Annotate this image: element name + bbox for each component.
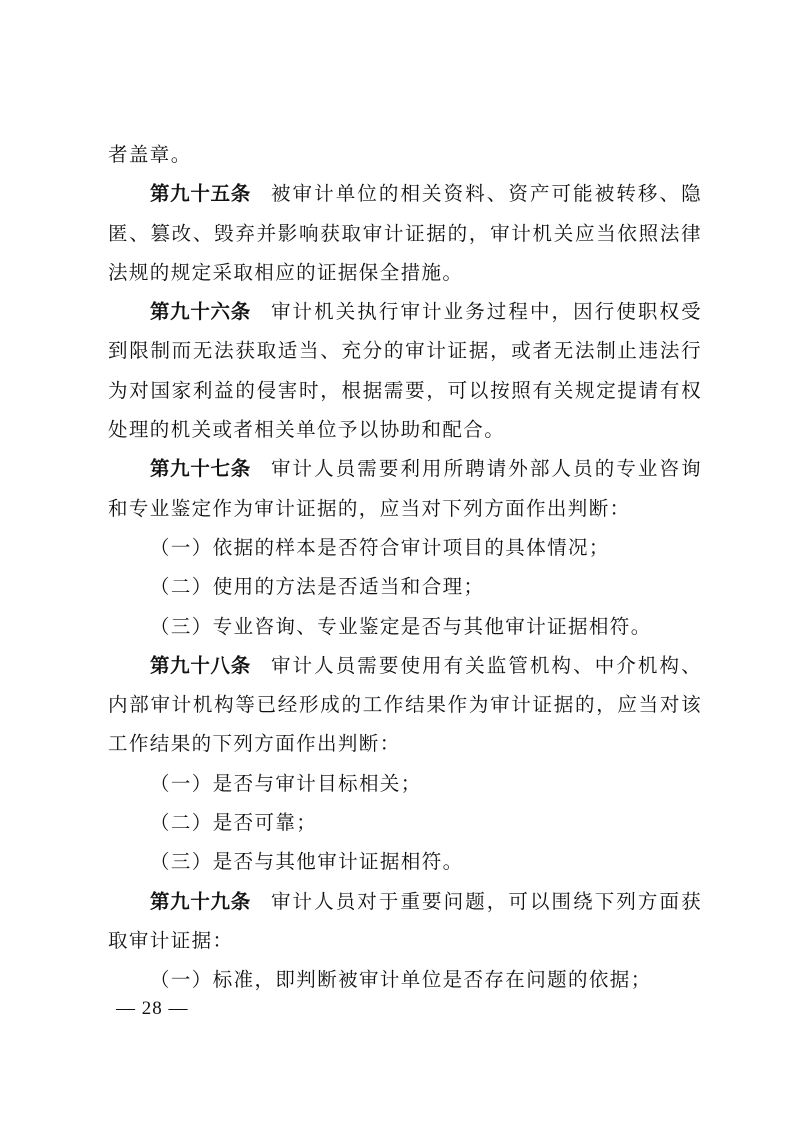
line-text: 为对国家利益的侵害时，根据需要，可以按照有关规定提请有权 bbox=[108, 378, 702, 402]
article-number: 第九十七条 bbox=[150, 457, 251, 481]
paragraph bbox=[108, 842, 702, 881]
line-text: 法规的规定采取相应的证据保全措施。 bbox=[108, 260, 464, 284]
text-line bbox=[108, 685, 702, 724]
text-line bbox=[108, 842, 702, 881]
document-body bbox=[108, 135, 702, 1000]
article-number: 第九十五条 bbox=[150, 182, 251, 206]
line-text: 内部审计机构等已经形成的工作结果作为审计证据的，应当对该 bbox=[108, 693, 702, 717]
text-line bbox=[108, 567, 702, 606]
line-text: 到限制而无法获取适当、充分的审计证据，或者无法制止违法行 bbox=[108, 339, 702, 363]
text-line bbox=[108, 489, 702, 528]
text-line bbox=[108, 174, 702, 213]
line-text: 处理的机关或者相关单位予以协助和配合。 bbox=[108, 418, 506, 442]
article-number: 第九十六条 bbox=[150, 300, 251, 324]
paragraph bbox=[108, 567, 702, 606]
text-line bbox=[108, 528, 702, 567]
text-line bbox=[108, 449, 702, 488]
paragraph bbox=[108, 135, 702, 174]
line-text: （三）是否与其他审计证据相符。 bbox=[150, 850, 464, 874]
text-line bbox=[108, 135, 702, 174]
paragraph bbox=[108, 803, 702, 842]
text-line bbox=[108, 882, 702, 921]
article-paragraph bbox=[108, 174, 702, 292]
page-number: — 28 — bbox=[116, 998, 189, 1019]
article-number: 第九十九条 bbox=[150, 889, 251, 913]
line-text: 审计机关执行审计业务过程中，因行使职权受 bbox=[270, 300, 702, 324]
article-paragraph bbox=[108, 292, 702, 449]
line-text: 被审计单位的相关资料、资产可能被转移、隐 bbox=[270, 182, 702, 206]
paragraph bbox=[108, 960, 702, 999]
paragraph bbox=[108, 607, 702, 646]
article-paragraph bbox=[108, 449, 702, 528]
text-line bbox=[108, 292, 702, 331]
line-text: （二）使用的方法是否适当和合理； bbox=[150, 575, 485, 599]
line-text: （一）是否与审计目标相关； bbox=[150, 771, 422, 795]
text-line bbox=[108, 646, 702, 685]
text-line bbox=[108, 253, 702, 292]
text-line bbox=[108, 214, 702, 253]
line-text: （一）标准，即判断被审计单位是否存在问题的依据； bbox=[150, 968, 652, 992]
article-number: 第九十八条 bbox=[150, 653, 251, 677]
article-paragraph bbox=[108, 646, 702, 764]
line-text: （三）专业咨询、专业鉴定是否与其他审计证据相符。 bbox=[150, 614, 652, 638]
text-line bbox=[108, 607, 702, 646]
text-line bbox=[108, 960, 702, 999]
text-line bbox=[108, 724, 702, 763]
line-text: 取审计证据： bbox=[108, 928, 234, 952]
text-line bbox=[108, 371, 702, 410]
line-text: （一）依据的样本是否符合审计项目的具体情况； bbox=[150, 535, 610, 559]
text-line bbox=[108, 921, 702, 960]
text-line bbox=[108, 331, 702, 370]
line-text: 和专业鉴定作为审计证据的，应当对下列方面作出判断： bbox=[108, 496, 631, 520]
line-text: 审计人员需要利用所聘请外部人员的专业咨询 bbox=[270, 457, 702, 481]
line-text: 审计人员需要使用有关监管机构、中介机构、 bbox=[270, 653, 702, 677]
line-text: 审计人员对于重要问题，可以围绕下列方面获 bbox=[270, 889, 702, 913]
line-text: （二）是否可靠； bbox=[150, 811, 318, 835]
line-text: 者盖章。 bbox=[108, 143, 192, 166]
text-line bbox=[108, 764, 702, 803]
article-paragraph bbox=[108, 882, 702, 961]
paragraph bbox=[108, 764, 702, 803]
line-text: 工作结果的下列方面作出判断： bbox=[108, 732, 401, 756]
text-line bbox=[108, 803, 702, 842]
line-text: 匿、篡改、毁弃并影响获取审计证据的，审计机关应当依照法律 bbox=[108, 221, 702, 245]
text-line bbox=[108, 410, 702, 449]
paragraph bbox=[108, 528, 702, 567]
